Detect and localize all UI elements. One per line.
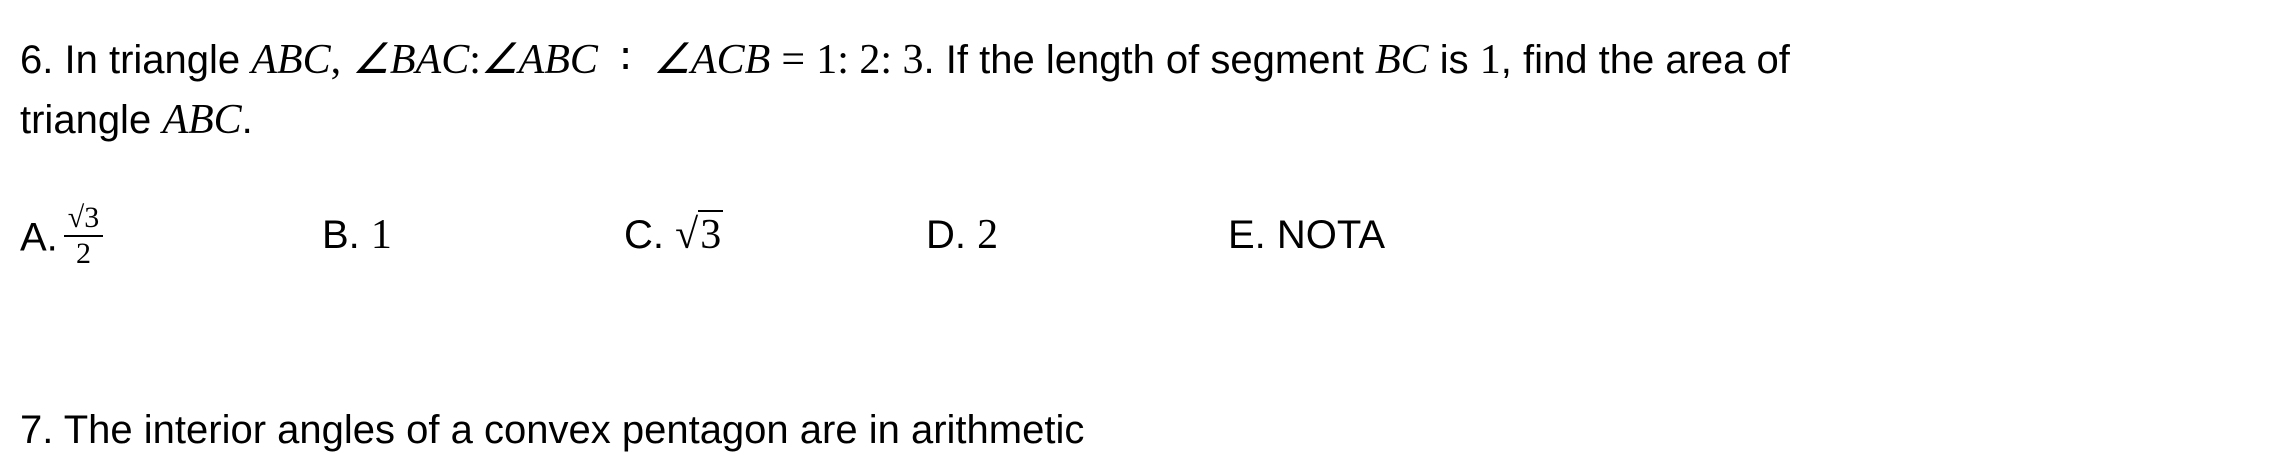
- angle-acb: ∠ACB: [653, 37, 771, 83]
- choice-c[interactable]: [624, 205, 723, 265]
- segment-label: BC: [1374, 37, 1429, 83]
- line2-text: triangle: [20, 98, 152, 142]
- is-word: is: [1439, 38, 1469, 82]
- question-6: [20, 30, 2220, 150]
- choice-b-letter: B.: [322, 213, 360, 257]
- square-root: [675, 210, 723, 258]
- radicand: 3: [700, 212, 722, 258]
- choice-a-letter: A.: [20, 215, 58, 260]
- angle-ratio: 1: 2: 3: [816, 37, 924, 83]
- choice-a[interactable]: [20, 201, 103, 270]
- equals-sign: =: [781, 37, 806, 83]
- choice-e-value: NOTA: [1276, 213, 1386, 257]
- choice-b[interactable]: [322, 205, 392, 265]
- question-intro: In triangle: [64, 38, 241, 82]
- angle-abc: ∠ABC: [480, 37, 598, 83]
- fraction-denominator: 2: [76, 237, 92, 270]
- choice-b-value: 1: [370, 212, 392, 258]
- question-period: .: [241, 98, 253, 142]
- choice-e[interactable]: [1228, 205, 1385, 265]
- radical-sign: √: [675, 212, 699, 258]
- choice-d-letter: D.: [926, 213, 966, 257]
- fraction: [64, 201, 103, 271]
- separator: ,: [330, 37, 342, 83]
- question-tail: , find the area of: [1500, 38, 1790, 82]
- segment-length: 1: [1479, 37, 1501, 83]
- angle-bac: ∠BAC: [352, 37, 470, 83]
- choice-c-letter: C.: [624, 213, 664, 257]
- question-middle: . If the length of segment: [923, 38, 1364, 82]
- choice-d[interactable]: [926, 205, 998, 265]
- choice-d-value: 2: [977, 212, 999, 258]
- ratio-colon-2: ∶: [620, 37, 632, 83]
- fraction-numerator: √3: [64, 201, 103, 237]
- ratio-colon-1: :: [469, 37, 481, 83]
- choice-e-letter: E.: [1228, 213, 1266, 257]
- answer-choices: [0, 190, 2269, 290]
- question-7-partial: 7. The interior angles of a convex pentagon are in arithmetic: [20, 408, 1085, 452]
- question-number: 6.: [20, 38, 54, 82]
- triangle-label-2: ABC: [162, 97, 242, 143]
- triangle-label: ABC: [251, 37, 331, 83]
